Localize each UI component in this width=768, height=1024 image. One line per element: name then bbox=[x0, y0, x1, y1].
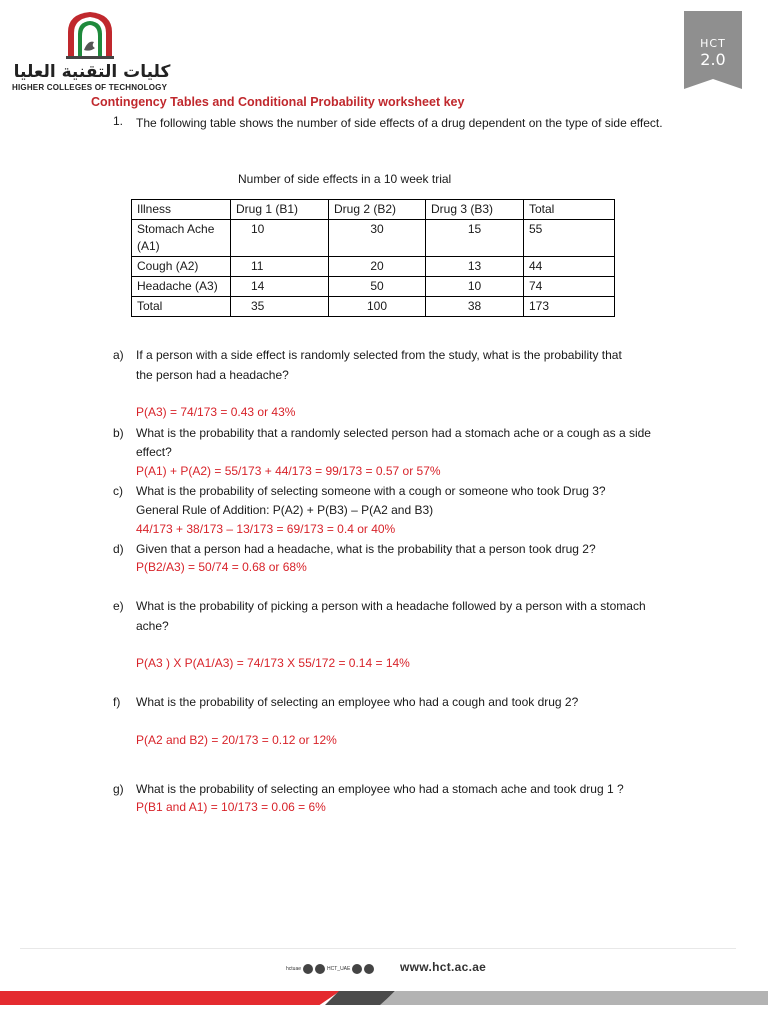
facebook-icon[interactable] bbox=[315, 964, 325, 974]
row-label: Cough (A2) bbox=[132, 257, 231, 277]
part-c-answer: 44/173 + 38/173 – 13/173 = 69/173 = 0.4 or 40% bbox=[136, 522, 396, 536]
part-g-question-line1: What is the probability of selecting an employee who had a stomach ache and took drug 1 ? bbox=[136, 782, 624, 796]
table-header-row bbox=[132, 200, 615, 220]
part-b-answer: P(A1) + P(A2) = 55/173 + 44/173 = 99/173 = 0.57 or 57% bbox=[136, 464, 441, 478]
table-cell: 44 bbox=[524, 257, 615, 277]
table-cell: 30 bbox=[329, 220, 426, 257]
part-a-answer: P(A3) = 74/173 = 0.43 or 43% bbox=[136, 405, 296, 419]
page-title: Contingency Tables and Conditional Probability worksheet key bbox=[91, 95, 465, 109]
youtube-icon[interactable] bbox=[303, 964, 313, 974]
header-cell: Drug 2 (B2) bbox=[329, 200, 426, 220]
header-cell: Total bbox=[524, 200, 615, 220]
twitter-icon[interactable] bbox=[364, 964, 374, 974]
part-f-label: f) bbox=[113, 695, 121, 709]
table-cell: 100 bbox=[329, 297, 426, 317]
part-c-label: c) bbox=[113, 484, 123, 498]
table-cell: 35 bbox=[231, 297, 329, 317]
row-label: Headache (A3) bbox=[132, 277, 231, 297]
badge-line-2: 2.0 bbox=[700, 50, 726, 69]
table-cell: 50 bbox=[329, 277, 426, 297]
table-cell: 55 bbox=[524, 220, 615, 257]
part-f-answer: P(A2 and B2) = 20/173 = 0.12 or 12% bbox=[136, 733, 337, 747]
question-text: The following table shows the number of side effects of a drug dependent on the type of side effect. bbox=[136, 116, 663, 130]
hct-logo bbox=[12, 10, 182, 90]
part-d-answer: P(B2/A3) = 50/74 = 0.68 or 68% bbox=[136, 560, 307, 574]
table-cell: 20 bbox=[329, 257, 426, 277]
header-cell: Drug 1 (B1) bbox=[231, 200, 329, 220]
header-cell: Drug 3 (B3) bbox=[426, 200, 524, 220]
part-e-label: e) bbox=[113, 599, 124, 613]
part-c-question-line1: What is the probability of selecting someone with a cough or someone who took Drug 3? bbox=[136, 484, 606, 498]
table-cell: 74 bbox=[524, 277, 615, 297]
logo-english-text: HIGHER COLLEGES OF TECHNOLOGY bbox=[12, 83, 168, 92]
table-row bbox=[132, 277, 615, 297]
part-c-rule: General Rule of Addition: P(A2) + P(B3) – P(A2 and B3) bbox=[136, 503, 434, 517]
footer-divider bbox=[20, 948, 736, 949]
table-row bbox=[132, 220, 615, 257]
part-f-question-line1: What is the probability of selecting an employee who had a cough and took drug 2? bbox=[136, 695, 579, 709]
part-b-question-line1: What is the probability that a randomly selected person had a stomach ache or a cough as a side bbox=[136, 426, 651, 440]
part-d-label: d) bbox=[113, 542, 124, 556]
website-link[interactable]: www.hct.ac.ae bbox=[400, 960, 487, 974]
contingency-table bbox=[131, 199, 615, 317]
part-a-question-line2: the person had a headache? bbox=[136, 368, 289, 382]
table-cell: 10 bbox=[426, 277, 524, 297]
footer-bar-red bbox=[0, 991, 340, 1005]
part-g-answer: P(B1 and A1) = 10/173 = 0.06 = 6% bbox=[136, 800, 326, 814]
part-e-question-line2: ache? bbox=[136, 619, 169, 633]
footer-bar-grey bbox=[380, 991, 768, 1005]
part-e-answer: P(A3 ) X P(A1/A3) = 74/173 X 55/172 = 0.14 = 14% bbox=[136, 656, 410, 670]
badge-line-1: HCT bbox=[700, 37, 726, 50]
table-cell: 173 bbox=[524, 297, 615, 317]
part-d-question-line1: Given that a person had a headache, what is the probability that a person took drug 2? bbox=[136, 542, 596, 556]
row-label: Stomach Ache (A1) bbox=[132, 220, 231, 257]
part-b-question-line2: effect? bbox=[136, 445, 172, 459]
part-e-question-line1: What is the probability of picking a person with a headache followed by a person with a stomach bbox=[136, 599, 646, 613]
table-cell: 13 bbox=[426, 257, 524, 277]
logo-arabic-text: كليات التقنية العليا bbox=[13, 62, 171, 82]
table-cell: 14 bbox=[231, 277, 329, 297]
hct-emblem-icon bbox=[64, 10, 116, 60]
hct-2-badge bbox=[684, 11, 742, 89]
table-row bbox=[132, 257, 615, 277]
part-a-question-line1: If a person with a side effect is randomly selected from the study, what is the probability that bbox=[136, 348, 622, 362]
social-handle-1: hctuae bbox=[286, 966, 302, 972]
table-cell: 15 bbox=[426, 220, 524, 257]
table-row bbox=[132, 297, 615, 317]
table-cell: 38 bbox=[426, 297, 524, 317]
part-a-label: a) bbox=[113, 348, 124, 362]
row-label: Total bbox=[132, 297, 231, 317]
part-g-label: g) bbox=[113, 782, 124, 796]
question-number: 1. bbox=[113, 114, 124, 128]
social-handle-2: HCT_UAE bbox=[327, 966, 351, 972]
instagram-icon[interactable] bbox=[352, 964, 362, 974]
social-links bbox=[286, 962, 374, 976]
header-cell: Illness bbox=[132, 200, 231, 220]
part-b-label: b) bbox=[113, 426, 124, 440]
table-cell: 11 bbox=[231, 257, 329, 277]
table-cell: 10 bbox=[231, 220, 329, 257]
table-caption: Number of side effects in a 10 week trial bbox=[238, 172, 452, 186]
